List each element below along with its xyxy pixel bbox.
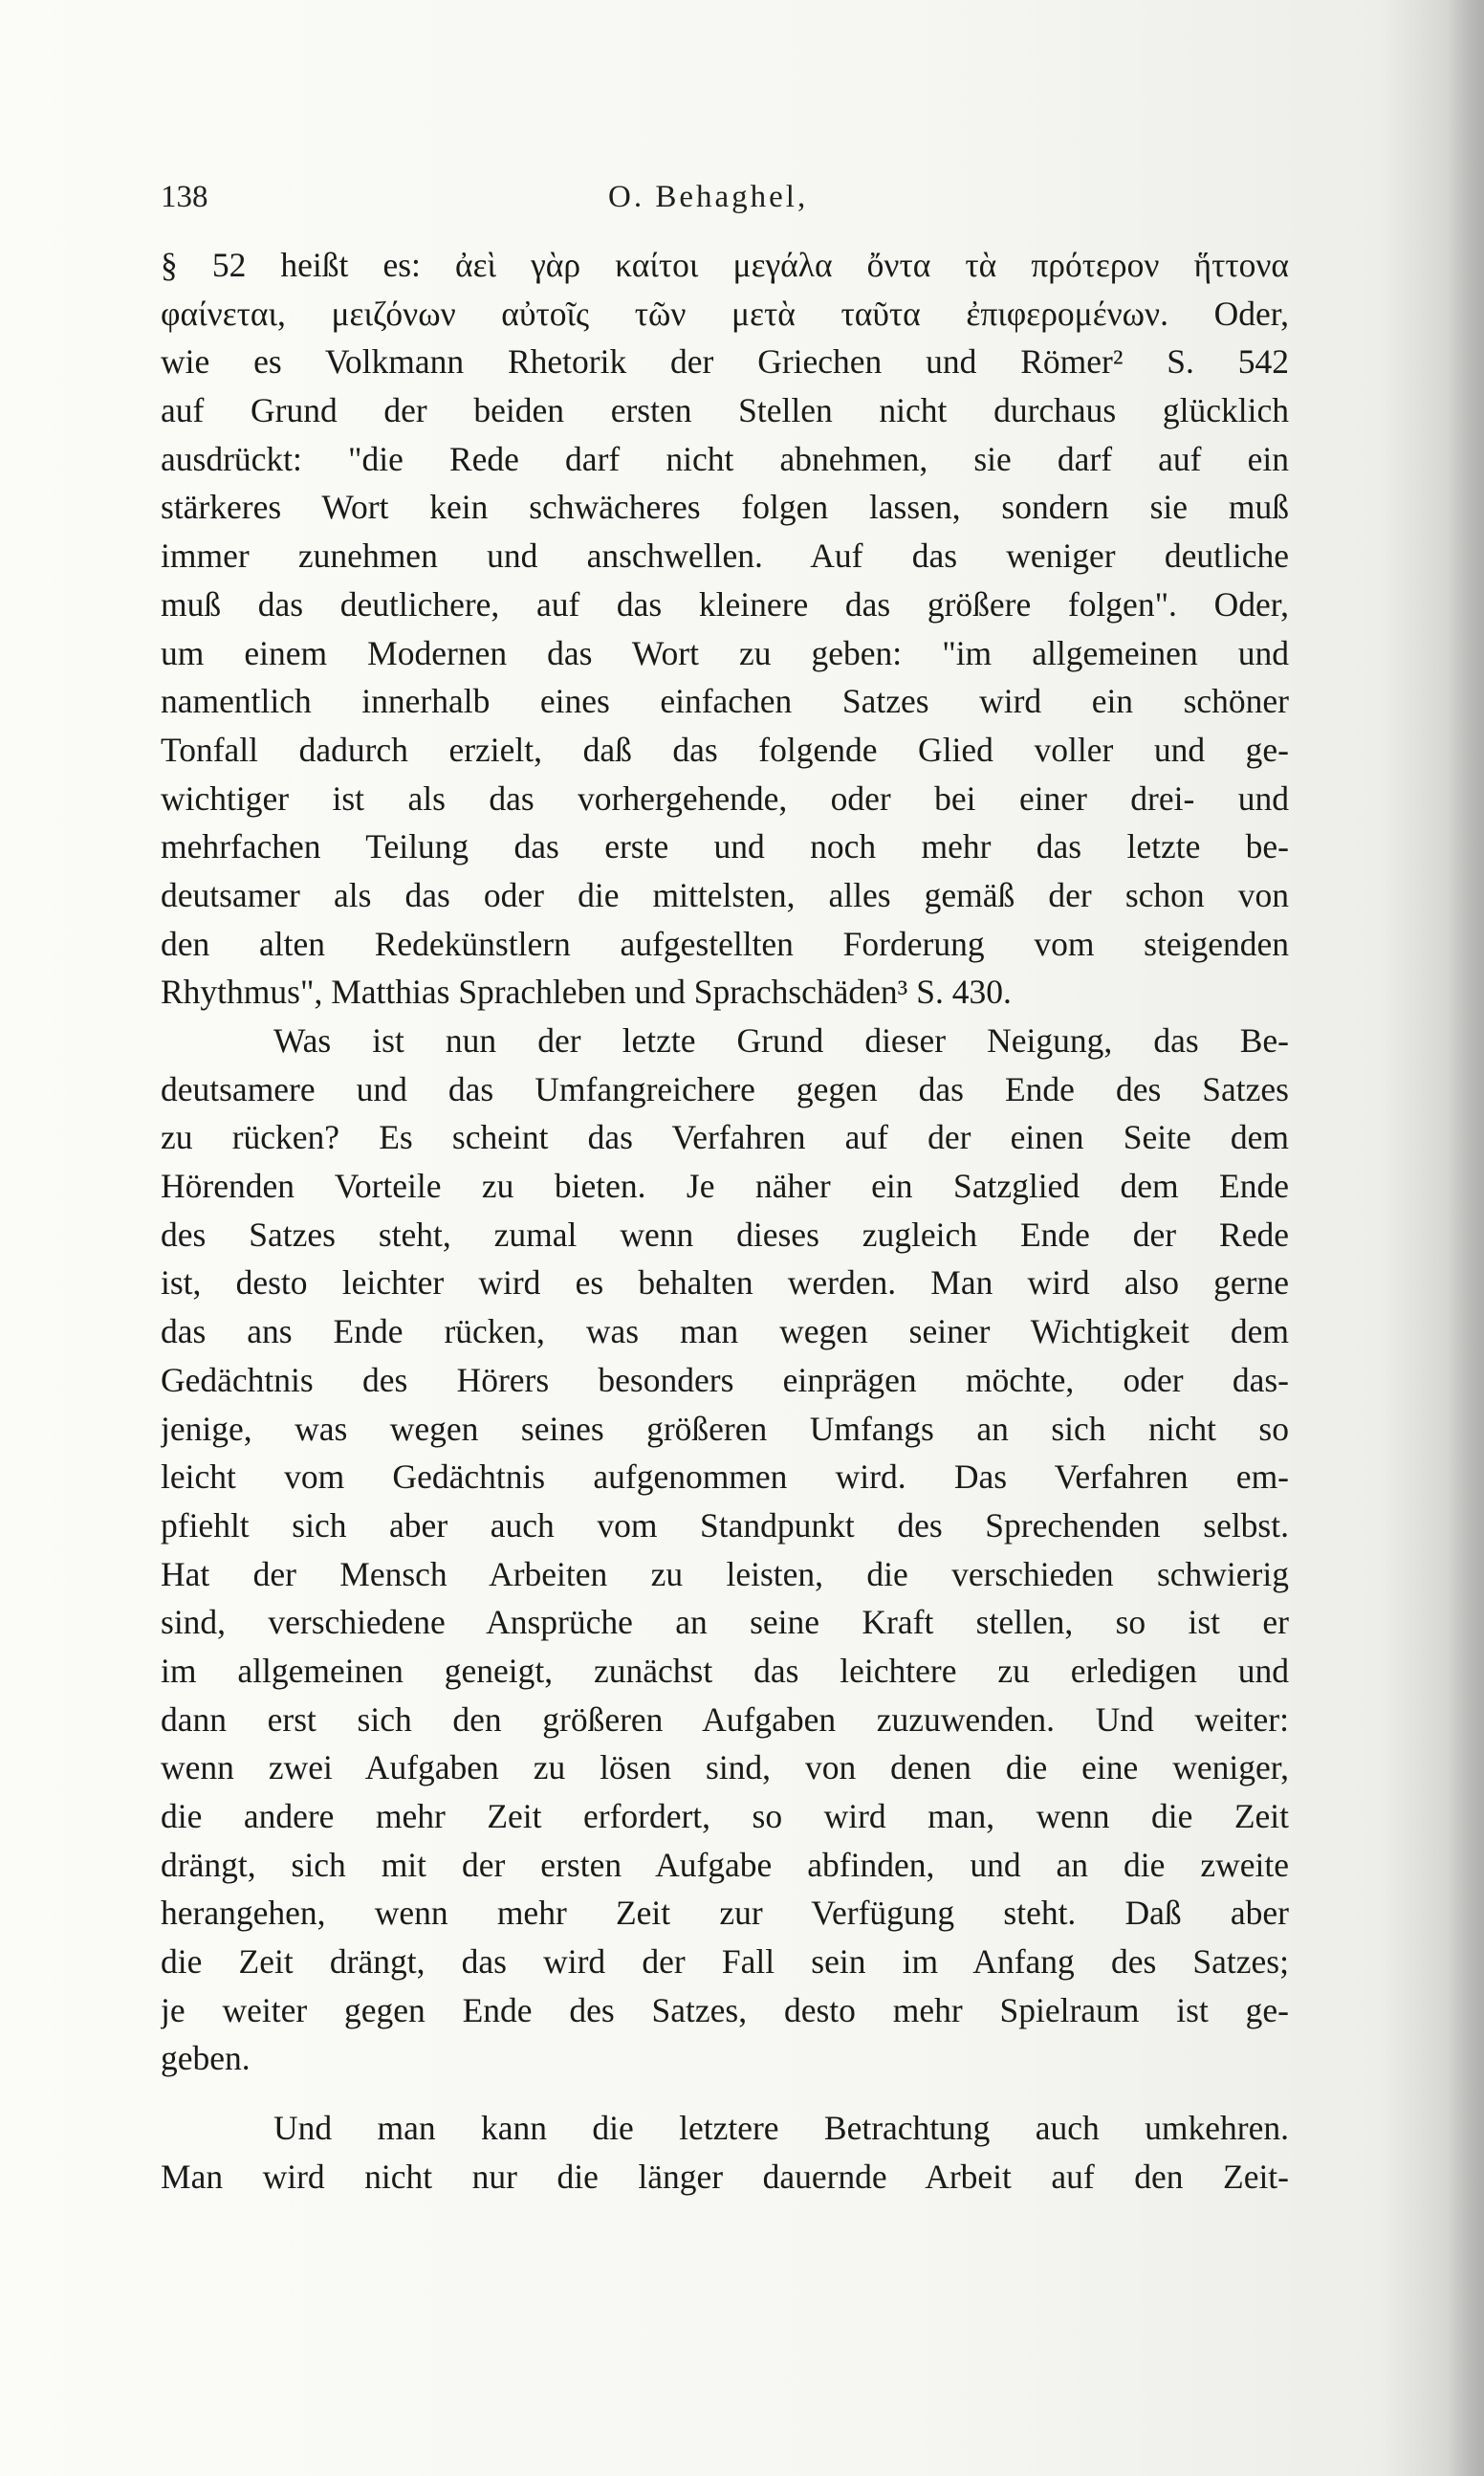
body-text <box>161 241 1289 2202</box>
text-line: Rhythmus", Matthias Sprachleben und Sprachschäden³ S. 430. <box>161 973 1012 1012</box>
text-line: Hörenden Vorteile zu bieten. Je näher ein Satzglied dem Ende <box>161 1167 1289 1206</box>
text-line: wie es Volkmann Rhetorik der Griechen und Römer² S. 542 <box>161 342 1289 382</box>
text-line: stärkeres Wort kein schwächeres folgen lassen, sondern sie muß <box>161 488 1289 527</box>
page-header <box>161 180 1289 224</box>
text-line: Tonfall dadurch erzielt, daß das folgende Glied voller und ge- <box>161 730 1289 769</box>
paragraph-1 <box>161 241 1289 1017</box>
text-line: deutsamer als das oder die mittelsten, alles gemäß der schon von <box>161 875 1289 914</box>
text-line: mehrfachen Teilung das erste und noch mehr das letzte be- <box>161 827 1289 866</box>
text-line: Man wird nicht nur die länger dauernde Arbeit auf den Zeit- <box>161 2157 1289 2196</box>
text-line: des Satzes steht, zumal wenn dieses zugleich Ende der Rede <box>161 1215 1289 1254</box>
text-line: wenn zwei Aufgaben zu lösen sind, von denen die eine weniger, <box>161 1748 1289 1787</box>
text-line: ist, desto leichter wird es behalten werden. Man wird also gerne <box>161 1263 1289 1303</box>
text-line: leicht vom Gedächtnis aufgenommen wird. Das Verfahren em- <box>161 1457 1289 1497</box>
text-line: die andere mehr Zeit erfordert, so wird man, wenn die Zeit <box>161 1797 1289 1835</box>
text-line: den alten Redekünstlern aufgestellten Forderung vom steigenden <box>161 924 1289 963</box>
text-line: die Zeit drängt, das wird der Fall sein im Anfang des Satzes; <box>161 1942 1289 1982</box>
text-line: muß das deutlichere, auf das kleinere das größere folgen". Oder, <box>161 584 1289 624</box>
paragraph-gap <box>161 2083 1289 2104</box>
text-line: um einem Modernen das Wort zu geben: "im allgemeinen und <box>161 633 1289 672</box>
text-line: auf Grund der beiden ersten Stellen nicht durchaus glücklich <box>161 391 1289 430</box>
text-line: deutsamere und das Umfangreichere gegen das Ende des Satzes <box>161 1069 1289 1108</box>
text-line: zu rücken? Es scheint das Verfahren auf der einen Seite dem <box>161 1118 1289 1157</box>
text-line: ausdrückt: "die Rede darf nicht abnehmen, sie darf auf ein <box>161 439 1289 478</box>
text-line: Gedächtnis des Hörers besonders einprägen möchte, oder das- <box>161 1360 1289 1399</box>
text-line: geben. <box>161 2039 251 2078</box>
text-line: dann erst sich den größeren Aufgaben zuzuwenden. Und weiter: <box>161 1699 1289 1739</box>
paragraph-3 <box>161 2104 1289 2201</box>
text-line: drängt, sich mit der ersten Aufgabe abfinden, und an die zweite <box>161 1845 1289 1884</box>
text-line: das ans Ende rücken, was man wegen seiner Wichtigkeit dem <box>161 1312 1289 1351</box>
text-line: Was ist nun der letzte Grund dieser Neigung, das Be- <box>273 1021 1289 1060</box>
text-line: herangehen, wenn mehr Zeit zur Verfügung steht. Daß aber <box>161 1894 1289 1933</box>
text-line: je weiter gegen Ende des Satzes, desto mehr Spielraum ist ge- <box>161 1990 1289 2029</box>
text-line: φαίνεται, μειζόνων αὐτοῖς τῶν μετὰ ταῦτα ἐπιφερομένων. Oder, <box>161 294 1289 333</box>
text-line: im allgemeinen geneigt, zunächst das leichtere zu erledigen und <box>161 1651 1289 1690</box>
running-head: O. Behaghel, <box>608 180 809 214</box>
text-line: namentlich innerhalb eines einfachen Satzes wird ein schöner <box>161 682 1289 721</box>
text-line: Und man kann die letztere Betrachtung auch umkehren. <box>273 2109 1289 2148</box>
text-line: sind, verschiedene Ansprüche an seine Kraft stellen, so ist er <box>161 1603 1289 1642</box>
text-line: § 52 heißt es: ἀεὶ γὰρ καίτοι μεγάλα ὄντα τὰ πρότερον ἥττονα <box>161 246 1289 284</box>
text-line: pfiehlt sich aber auch vom Standpunkt des Sprechenden selbst. <box>161 1505 1289 1545</box>
paragraph-2 <box>161 1017 1289 2083</box>
text-line: Hat der Mensch Arbeiten zu leisten, die verschieden schwierig <box>161 1554 1289 1593</box>
page-number: 138 <box>161 180 208 214</box>
text-line: wichtiger ist als das vorhergehende, oder bei einer drei- und <box>161 778 1289 818</box>
text-line: jenige, was wegen seines größeren Umfangs an sich nicht so <box>161 1409 1289 1448</box>
page-edge-shadow <box>1448 0 1484 2476</box>
text-line: immer zunehmen und anschwellen. Auf das weniger deutliche <box>161 537 1289 576</box>
